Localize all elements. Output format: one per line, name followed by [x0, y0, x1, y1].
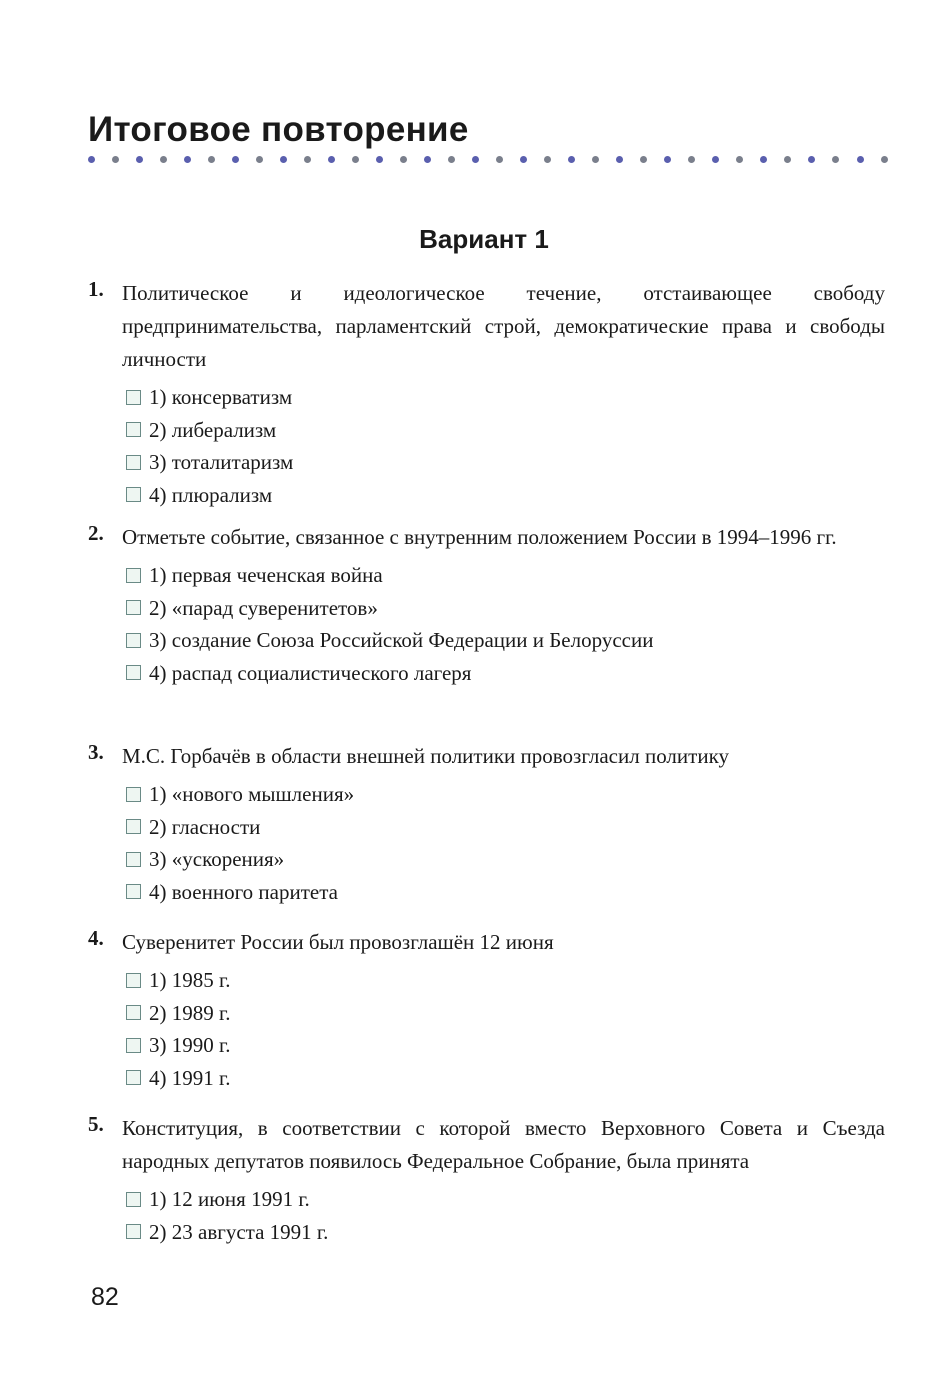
answer-option[interactable]: [126, 1216, 885, 1249]
divider-dot: [448, 156, 455, 163]
divider-dot: [136, 156, 143, 163]
option-label: 2) 23 августа 1991 г.: [149, 1219, 329, 1244]
question: [88, 926, 885, 1094]
question: [88, 277, 885, 511]
option-label: 1) 12 июня 1991 г.: [149, 1187, 310, 1211]
divider-dot: [832, 156, 839, 163]
checkbox[interactable]: [126, 1070, 141, 1085]
divider-dot: [592, 156, 599, 163]
option-label: 4) плюрализм: [149, 482, 273, 507]
divider-dot: [664, 156, 671, 163]
answer-option[interactable]: [126, 559, 885, 592]
question-text: Политическое и идеологическое течение, отстаивающее свободу предпринимательства, парламентский строй, демократические права и свободы личности: [122, 281, 885, 371]
checkbox[interactable]: [126, 1192, 141, 1207]
divider-dot: [88, 156, 95, 163]
answer-option[interactable]: [126, 1062, 885, 1095]
divider-dot: [424, 156, 431, 163]
answer-option[interactable]: [126, 778, 885, 811]
checkbox[interactable]: [126, 1005, 141, 1020]
divider-dot: [208, 156, 215, 163]
option-label: 1) 1985 г.: [149, 968, 231, 992]
checkbox[interactable]: [126, 884, 141, 899]
answer-options: [126, 1183, 885, 1248]
divider-dot: [496, 156, 503, 163]
checkbox[interactable]: [126, 852, 141, 867]
divider-dot: [544, 156, 551, 163]
question-text: М.С. Горбачёв в области внешней политики провозгласил политику: [122, 744, 729, 768]
checkbox[interactable]: [126, 600, 141, 615]
checkbox[interactable]: [126, 973, 141, 988]
question-number: 4.: [88, 926, 104, 950]
question-number: 1.: [88, 277, 104, 301]
question: [88, 521, 885, 689]
answer-option[interactable]: [126, 592, 885, 625]
page-title: Итоговое повторение: [88, 110, 469, 149]
question-text: Суверенитет России был провозглашён 12 июня: [122, 930, 554, 954]
answer-option[interactable]: [126, 843, 885, 876]
checkbox[interactable]: [126, 1038, 141, 1053]
checkbox[interactable]: [126, 390, 141, 405]
answer-option[interactable]: [126, 381, 885, 414]
answer-option[interactable]: [126, 1029, 885, 1062]
question: [88, 1112, 885, 1248]
answer-option[interactable]: [126, 479, 885, 512]
option-label: 2) гласности: [149, 814, 261, 839]
divider-dot: [184, 156, 191, 163]
divider-dot: [400, 156, 407, 163]
divider-dot: [688, 156, 695, 163]
option-label: 4) военного паритета: [149, 879, 338, 904]
divider-dot: [352, 156, 359, 163]
question-text: Конституция, в соответствии с которой вместо Верховного Совета и Съезда народных депутатов появилось Федеральное Собрание, была принята: [122, 1116, 885, 1173]
answer-option[interactable]: [126, 997, 885, 1030]
option-label: 1) консерватизм: [149, 385, 293, 409]
answer-option[interactable]: [126, 446, 885, 479]
divider-dot: [256, 156, 263, 163]
answer-option[interactable]: [126, 624, 885, 657]
divider-dot: [112, 156, 119, 163]
option-label: 4) распад социалистического лагеря: [149, 660, 472, 685]
option-label: 1) «нового мышления»: [149, 782, 355, 806]
checkbox[interactable]: [126, 1224, 141, 1239]
option-label: 2) «парад суверенитетов»: [149, 595, 378, 620]
option-label: 3) 1990 г.: [149, 1033, 231, 1057]
question-text: Отметьте событие, связанное с внутренним положением России в 1994–1996 гг.: [122, 525, 837, 549]
checkbox[interactable]: [126, 633, 141, 648]
option-label: 4) 1991 г.: [149, 1065, 231, 1090]
divider-dot: [160, 156, 167, 163]
divider-dot: [328, 156, 335, 163]
answer-option[interactable]: [126, 1183, 885, 1216]
checkbox[interactable]: [126, 819, 141, 834]
answer-option[interactable]: [126, 414, 885, 447]
dotted-divider: [88, 156, 888, 166]
checkbox[interactable]: [126, 568, 141, 583]
option-label: 2) либерализм: [149, 417, 277, 442]
option-label: 3) создание Союза Российской Федерации и Белоруссии: [149, 628, 654, 652]
question-number: 3.: [88, 740, 104, 764]
answer-options: [126, 964, 885, 1094]
divider-dot: [472, 156, 479, 163]
question-number: 5.: [88, 1112, 104, 1136]
divider-dot: [712, 156, 719, 163]
divider-dot: [640, 156, 647, 163]
answer-option[interactable]: [126, 657, 885, 690]
divider-dot: [376, 156, 383, 163]
checkbox[interactable]: [126, 487, 141, 502]
page-number: 82: [91, 1283, 119, 1311]
answer-option[interactable]: [126, 964, 885, 997]
divider-dot: [736, 156, 743, 163]
checkbox[interactable]: [126, 422, 141, 437]
divider-dot: [232, 156, 239, 163]
divider-dot: [304, 156, 311, 163]
answer-options: [126, 778, 885, 908]
option-label: 3) «ускорения»: [149, 847, 285, 871]
checkbox[interactable]: [126, 665, 141, 680]
variant-heading: Вариант 1: [419, 224, 549, 254]
divider-dot: [808, 156, 815, 163]
option-label: 2) 1989 г.: [149, 1000, 231, 1025]
question: [88, 740, 885, 908]
question-number: 2.: [88, 521, 104, 545]
checkbox[interactable]: [126, 455, 141, 470]
divider-dot: [760, 156, 767, 163]
checkbox[interactable]: [126, 787, 141, 802]
option-label: 3) тоталитаризм: [149, 450, 294, 474]
divider-dot: [857, 156, 864, 163]
option-label: 1) первая чеченская война: [149, 563, 383, 587]
answer-option[interactable]: [126, 876, 885, 909]
divider-dot: [616, 156, 623, 163]
answer-options: [126, 381, 885, 511]
divider-dot: [568, 156, 575, 163]
answer-option[interactable]: [126, 811, 885, 844]
divider-dot: [520, 156, 527, 163]
divider-dot: [784, 156, 791, 163]
answer-options: [126, 559, 885, 689]
divider-dot: [280, 156, 287, 163]
divider-dot: [881, 156, 888, 163]
